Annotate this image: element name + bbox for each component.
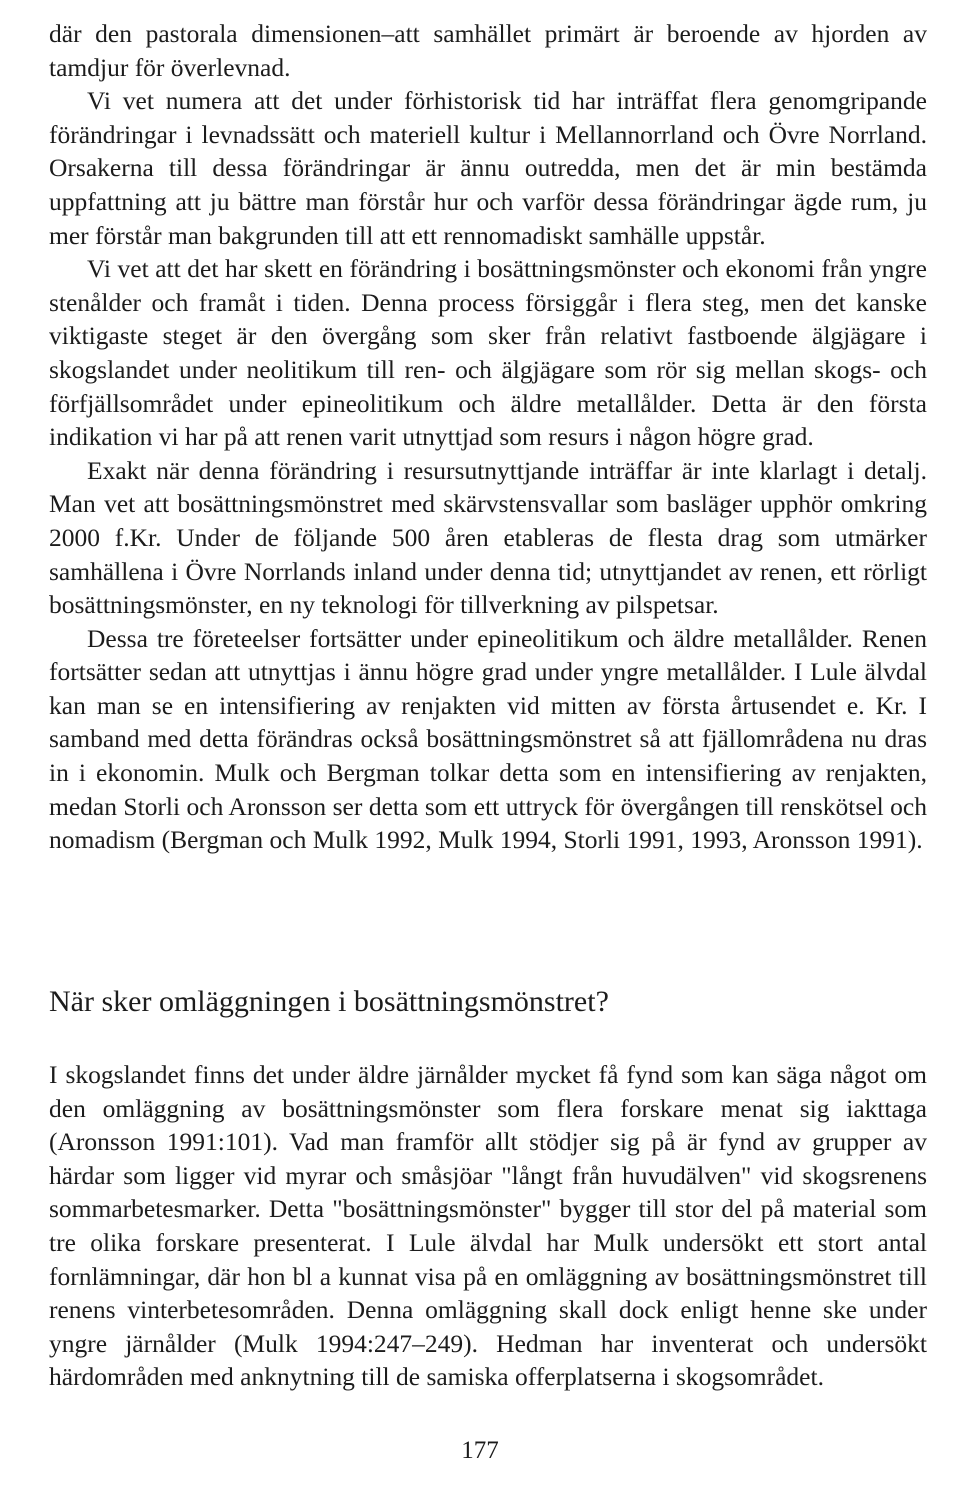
paragraph: I skogslandet finns det under äldre järnålder mycket få fynd som kan säga något om den omläggning av bosättningsmönster som flera forskare menat sig iakttaga (Aronsson 1991:101). Vad man framför allt stödjer sig på är fynd av grupper av härdar som ligger vid myrar och småsjöar "långt från huvudälven" vid skogsrenens sommarbetesmarker. Detta "bosättningsmönster" bygger till stor del på material som tre olika forskare presenterat. I Lule älvdal har Mulk undersökt ett stort antal fornlämningar, där hon bl a kunnat visa på en omläggning av bosättningsmönstret till renens vinterbetesområden. Denna omläggning skall dock enligt henne ske under yngre järnålder (Mulk 1994:247–249). Hedman har inventerat och undersökt härdområden med anknytning till de samiska offerplatserna i skogsområdet. xyxy=(49,1060,927,1392)
paragraph: Exakt när denna förändring i resursutnyttjande inträffar är inte klarlagt i detalj. Man vet att bosättningsmönstret med skärvstensvallar som basläger upphör omkring 2000 f.Kr. Under de följande 500 åren etableras de flesta drag som utmärker samhällena i Övre Norrlands inland under denna tid; utnyttjandet av renen, ett rörligt bosättningsmönster, en ny teknologi för tillverkning av pilspetsar. xyxy=(49,455,927,620)
body-text-top xyxy=(49,17,927,857)
section-heading: När sker omläggningen i bosättningsmönstret? xyxy=(49,985,609,1018)
paragraph: där den pastorala dimensionen–att samhället primärt är beroende av hjorden av tamdjur för överlevnad. xyxy=(49,19,927,82)
paragraph: Vi vet numera att det under förhistorisk tid har inträffat flera genomgripande förändringar i levnadssätt och materiell kultur i Mellannorrland och Övre Norrland. Orsakerna till dessa förändringar är ännu outredda, men det är min bestämda uppfattning att ju bättre man förstår hur och varför dessa förändringar ägde rum, ju mer förstår man bakgrunden till att ett rennomadiskt samhälle uppstår. xyxy=(49,86,927,250)
paragraph: Vi vet att det har skett en förändring i bosättningsmönster och ekonomi från yngre stenålder och framåt i tiden. Denna process försiggår i flera steg, men det kanske viktigaste steget är den övergång som sker från relativt fastboende älgjägare i skogslandet under neolitikum till ren- och älgjägare som rör sig mellan skogs- och förfjällsområdet under epineolitikum och äldre metallålder. Detta är den första indikation vi har på att renen varit utnyttjad som resurs i någon högre grad. xyxy=(49,254,927,452)
page-number: 177 xyxy=(461,1437,499,1464)
paragraph: Dessa tre företeelser fortsätter under epineolitikum och äldre metallålder. Renen fortsätter sedan att utnyttjas i ännu högre grad under yngre metallålder. I Lule älvdal kan man se en intensifiering av renjakten vid mitten av första årtusendet e. Kr. I samband med detta förändras också bosättningsmönstret så att fjällområdena nu dras in i ekonomin. Mulk och Bergman tolkar detta som en intensifiering av renjakten, medan Storli och Aronsson ser detta som ett uttryck för övergången till renskötsel och nomadism (Bergman och Mulk 1992, Mulk 1994, Storli 1991, 1993, Aronsson 1991). xyxy=(49,623,927,855)
body-text-bottom xyxy=(49,1058,927,1394)
